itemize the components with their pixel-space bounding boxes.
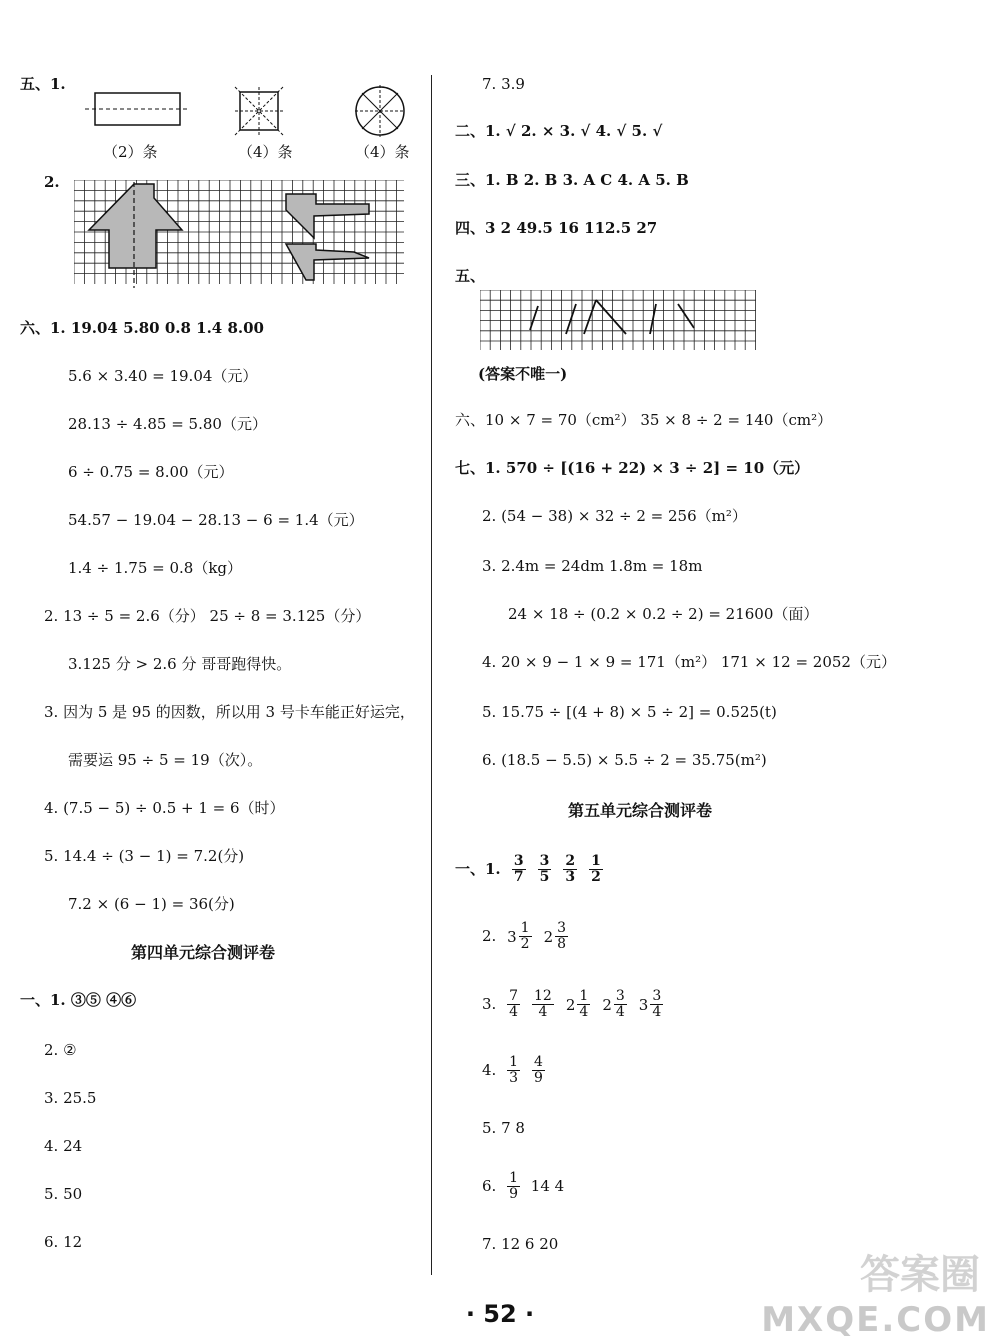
answer-line: 54.57 − 19.04 − 28.13 − 6 = 1.4（元） (68, 511, 364, 529)
unit5-answer-row: 3. $\frac{7}{4}$ $\frac{12}{4}$ 2 $\frac{1}{4}$ 2 $\frac{3}{4}$ 3 $\frac{3}{4}$ (482, 987, 662, 1020)
unit4-answer-line: 4. 24 (44, 1137, 83, 1155)
answer-line: 5. 14.4 ÷ (3 − 1) = 7.2(分) (44, 847, 245, 865)
section-7-line: 七、1. 570 ÷ [(16 + 22) × 3 ÷ 2] = 10（元） (455, 459, 810, 477)
right-answer-line: 二、1. √ 2. × 3. √ 4. √ 5. √ (455, 122, 663, 140)
mixed-number: 3 $\frac{3}{4}$ (638, 988, 662, 1020)
section-7-line: 4. 20 × 9 − 1 × 9 = 171（m²） 171 × 12 = 2052（元） (482, 653, 896, 671)
fraction: $\frac{3}{8}$ (557, 920, 567, 952)
section-6-right: 六、10 × 7 = 70（cm²） 35 × 8 ÷ 2 = 140（cm²） (455, 411, 833, 429)
unit5-answer-row: 一、1. $\frac{3}{7}$ $\frac{3}{5}$ $\frac{2}{3}$ $\frac{1}{2}$ (455, 852, 601, 885)
figure-caption-1: （2）条 (103, 143, 158, 161)
answer-line: 7.2 × (6 − 1) = 36(分) (68, 895, 235, 913)
section-7-line: 6. (18.5 − 5.5) × 5.5 ÷ 2 = 35.75(m²) (482, 751, 767, 769)
figure-caption-3: （4）条 (355, 143, 410, 161)
fraction: $\frac{4}{9}$ (534, 1053, 543, 1086)
watermark-logo: 答案圈 (860, 1251, 980, 1298)
answer-line: 4. (7.5 − 5) ÷ 0.5 + 1 = 6（时） (44, 799, 285, 817)
section-7-line: 2. (54 − 38) × 32 ÷ 2 = 256（m²） (482, 507, 747, 525)
symmetry-figures (85, 85, 425, 145)
answer-line: 5.6 × 3.40 = 19.04（元） (68, 367, 258, 385)
answer-line: 2. 13 ÷ 5 = 2.6（分） 25 ÷ 8 = 3.125（分） (44, 607, 371, 625)
mixed-number: 2 $\frac{1}{4}$ (565, 988, 589, 1020)
section-7-line: 24 × 18 ÷ (0.2 × 0.2 ÷ 2) = 21600（面） (508, 605, 819, 623)
page-number: · 52 · (465, 1300, 535, 1328)
grid-figure-left (74, 180, 406, 288)
fraction: $\frac{1}{4}$ (579, 988, 589, 1020)
fraction: $\frac{1}{3}$ (509, 1053, 519, 1086)
answer-line: 1.4 ÷ 1.75 = 0.8（kg） (68, 559, 243, 577)
drawn-segment (566, 304, 576, 334)
drawn-segment (584, 300, 596, 334)
unit5-answer-row: 2. 3 $\frac{1}{2}$ 2 $\frac{3}{8}$ (482, 920, 567, 952)
section-7-line: 3. 2.4m = 24dm 1.8m = 18m (482, 557, 703, 575)
answer-line: 6 ÷ 0.75 = 8.00（元） (68, 463, 234, 481)
answer-line: 需要运 95 ÷ 5 = 19（次）。 (68, 751, 263, 769)
watermark-text: MXQE.COM (761, 1300, 990, 1340)
fraction: $\frac{2}{3}$ (565, 852, 576, 885)
fraction: $\frac{3}{4}$ (615, 988, 625, 1020)
answer-line: 3.125 分 > 2.6 分 哥哥跑得快。 (68, 655, 292, 673)
unit4-title: 第四单元综合测评卷 (131, 943, 276, 962)
drawn-segment (678, 304, 694, 328)
fraction: $\frac{1}{2}$ (520, 920, 530, 952)
column-divider (431, 75, 432, 1275)
q6-rest: 14 4 (526, 1177, 565, 1195)
unit5-q5: 5. 7 8 (482, 1119, 525, 1137)
drawn-segment (596, 300, 626, 334)
up-arrow-shape (89, 184, 182, 268)
unit5-answer-row: 6. $\frac{1}{9}$ 14 4 (482, 1169, 565, 1202)
fraction: $\frac{7}{4}$ (509, 987, 519, 1020)
right-answer-line: 五、 (455, 267, 486, 285)
grid-note: (答案不唯一) (478, 365, 568, 383)
right-answer-line: 四、3 2 49.5 16 112.5 27 (455, 219, 658, 237)
fraction: $\frac{1}{9}$ (509, 1169, 519, 1202)
unit4-answer-line: 3. 25.5 (44, 1089, 97, 1107)
answer-line: 六、1. 19.04 5.80 0.8 1.4 8.00 (20, 319, 264, 337)
fraction: $\frac{3}{4}$ (652, 988, 662, 1020)
grid-figure-right (480, 290, 760, 354)
section-5-label: 五、1. (20, 75, 66, 93)
unit4-answer-line: 5. 50 (44, 1185, 83, 1203)
section-7-line: 5. 15.75 ÷ [(4 + 8) × 5 ÷ 2] = 0.525(t) (482, 703, 777, 721)
flag-shape-bottom (286, 244, 369, 280)
right-answer-line: 三、1. B 2. B 3. A C 4. A 5. B (455, 171, 689, 189)
fraction: $\frac{1}{2}$ (591, 852, 601, 885)
right-answer-line: 7. 3.9 (482, 75, 525, 93)
mixed-number: 3 $\frac{1}{2}$ (507, 920, 530, 952)
fraction: $\frac{12}{4}$ (534, 987, 552, 1020)
section-5-item-2: 2. (44, 173, 60, 191)
unit5-answer-row: 4. $\frac{1}{3}$ $\frac{4}{9}$ (482, 1053, 543, 1086)
unit5-q7: 7. 12 6 20 (482, 1235, 559, 1253)
unit5-title: 第五单元综合测评卷 (568, 801, 713, 820)
answer-line: 3. 因为 5 是 95 的因数，所以用 3 号卡车能正好运完， (44, 703, 415, 721)
answer-line: 28.13 ÷ 4.85 = 5.80（元） (68, 415, 267, 433)
mixed-number: 2 $\frac{3}{8}$ (543, 920, 567, 952)
fraction: $\frac{3}{5}$ (539, 852, 550, 885)
unit4-answer-line: 2. ② (44, 1041, 77, 1059)
fraction: $\frac{3}{7}$ (513, 852, 524, 885)
mixed-number: 2 $\frac{3}{4}$ (602, 988, 625, 1020)
grid-lines (480, 290, 756, 350)
figure-caption-2: （4）条 (238, 143, 293, 161)
unit4-answer-line: 一、1. ③⑤ ④⑥ (20, 991, 137, 1009)
unit4-answer-line: 6. 12 (44, 1233, 83, 1251)
